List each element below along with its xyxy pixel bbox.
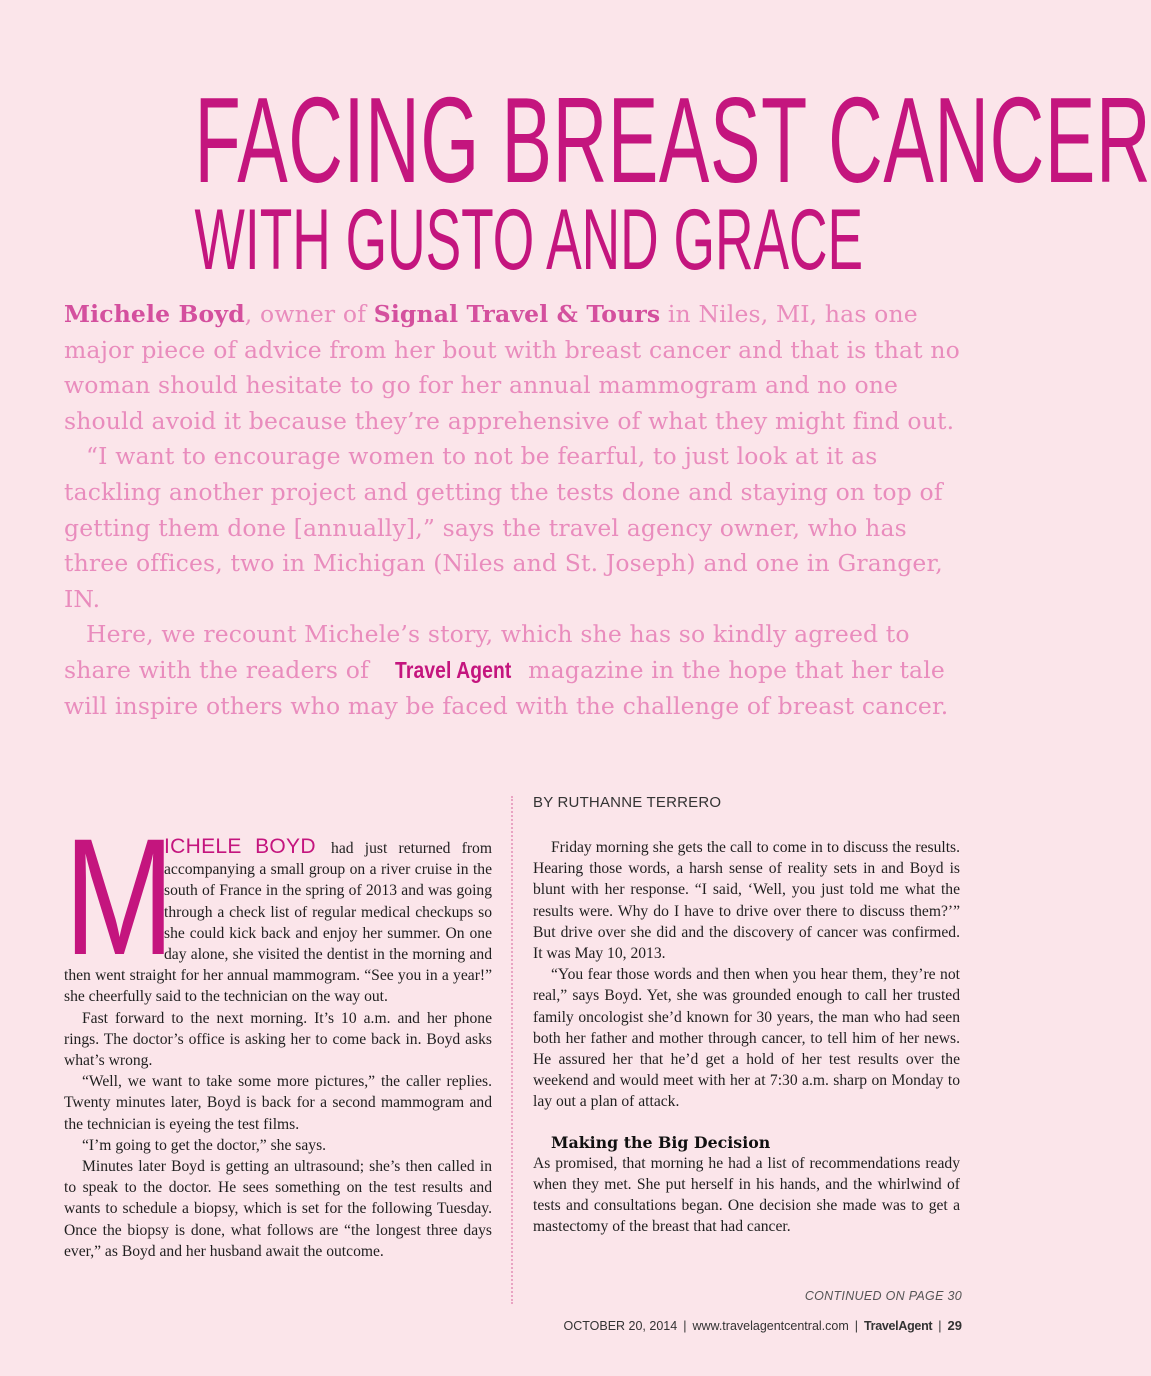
page-number: 29 bbox=[947, 1318, 962, 1333]
footer-magazine: TravelAgent bbox=[864, 1319, 933, 1333]
right-paragraph-1: Friday morning she gets the call to come in to discuss the results. Hearing those words, a harsh sense of reality sets in and Boyd is blunt with her response. “I said, ‘Well, you just told me what the results were. Why do I have to drive over there to discuss them?’” But drive over she did and the discovery of cancer was confirmed. It was May 10, 2013. bbox=[533, 839, 960, 963]
right-paragraph-3: As promised, that morning he had a list of recommendations ready when they met. She put herself in his hands, and the whirlwind of tests and consultations began. One decision she made was to get a mastectomy of the breast that had cancer. bbox=[533, 1154, 960, 1236]
footer-date: OCTOBER 20, 2014 bbox=[563, 1319, 678, 1333]
intro-paragraph-2: “I want to encourage women to not be fearful, to just look at it as tackling another project and getting the tests done and staying on top of getting them done [annually],” says the travel agency owner, who has three offices, two in Michigan (Niles and St. Joseph) and one in Granger, IN. bbox=[64, 442, 943, 613]
intro-company: Signal Travel & Tours bbox=[373, 300, 661, 328]
footer-url: www.travelagentcentral.com bbox=[692, 1319, 849, 1333]
right-paragraph-2: “You fear those words and then when you hear them, they’re not real,” says Boyd. Yet, she was grounded enough to call her trusted family oncologist she’d known for 30 years, the man who had seen both her father and mother through cancer, to tell him of her news. He assured her that he’d get a hold of her test results over the weekend and would meet with her at 7:30 a.m. sharp on Monday to lay out a plan of attack. bbox=[533, 966, 960, 1111]
left-column bbox=[64, 805, 492, 1262]
drop-cap: M bbox=[64, 805, 175, 990]
byline: BY RUTHANNE TERRERO bbox=[533, 794, 722, 811]
section-subhead: Making the Big Decision bbox=[551, 1132, 771, 1152]
left-paragraph-3: “Well, we want to take some more pictures,” the caller replies. Twenty minutes later, Boyd is back for a second mammogram and the technician is eyeing the test films. bbox=[64, 1073, 492, 1133]
column-divider bbox=[511, 796, 513, 1304]
left-paragraph-5: Minutes later Boyd is getting an ultrasound; she’s then called in to speak to the doctor. He sees something on the test results and wants to schedule a biopsy, which is set for the following Tuesday. Once the biopsy is done, what follows are “the longest three days ever,” as Boyd and her husband await the outcome. bbox=[64, 1158, 492, 1260]
left-paragraph-1: M ICHELE BOYD had just returned from accompanying a small group on a river cruise in the south of France in the spring of 2013 and was going through a check list of regular medical checkups so she could kick back and enjoy her summer. On one day alone, she visited the dentist in the morning and then went straight for her annual mammogram. “See you in a year!” she cheerfully said to the technician on the way out. bbox=[64, 805, 492, 1006]
continued-note: CONTINUED ON PAGE 30 bbox=[804, 1289, 962, 1303]
right-column bbox=[533, 837, 960, 1237]
page-footer: OCTOBER 20, 2014 | www.travelagentcentral.com | TravelAgent | 29 bbox=[563, 1318, 962, 1333]
intro-name: Michele Boyd bbox=[64, 300, 245, 328]
intro-paragraph-3: Here, we recount Michele’s story, which she has so kindly agreed to share with the readers of Travel Agent magazine in the hope that her tale will inspire others who may be faced with the challenge of breast cancer. bbox=[64, 620, 949, 720]
left-paragraph-4: “I’m going to get the doctor,” she says. bbox=[82, 1136, 327, 1154]
intro-magazine-name: Travel Agent bbox=[394, 656, 512, 683]
intro-paragraph-1: Michele Boyd, owner of Signal Travel & Tours in Niles, MI, has one major piece of advice from her bout with breast cancer and that is that no woman should hesitate to go for her annual mammogram and no one should avoid it because they’re apprehensive of what they might find out. bbox=[64, 300, 960, 435]
intro-deck bbox=[64, 297, 964, 724]
left-paragraph-2: Fast forward to the next morning. It’s 10 a.m. and her phone rings. The doctor’s office is asking her to come back in. Boyd asks what’s wrong. bbox=[64, 1009, 492, 1070]
headline-main: FACING BREAST CANCER bbox=[194, 72, 1151, 208]
lead-in: ICHELE BOYD bbox=[164, 835, 316, 858]
headline-sub: WITH GUSTO AND GRACE bbox=[194, 192, 864, 288]
